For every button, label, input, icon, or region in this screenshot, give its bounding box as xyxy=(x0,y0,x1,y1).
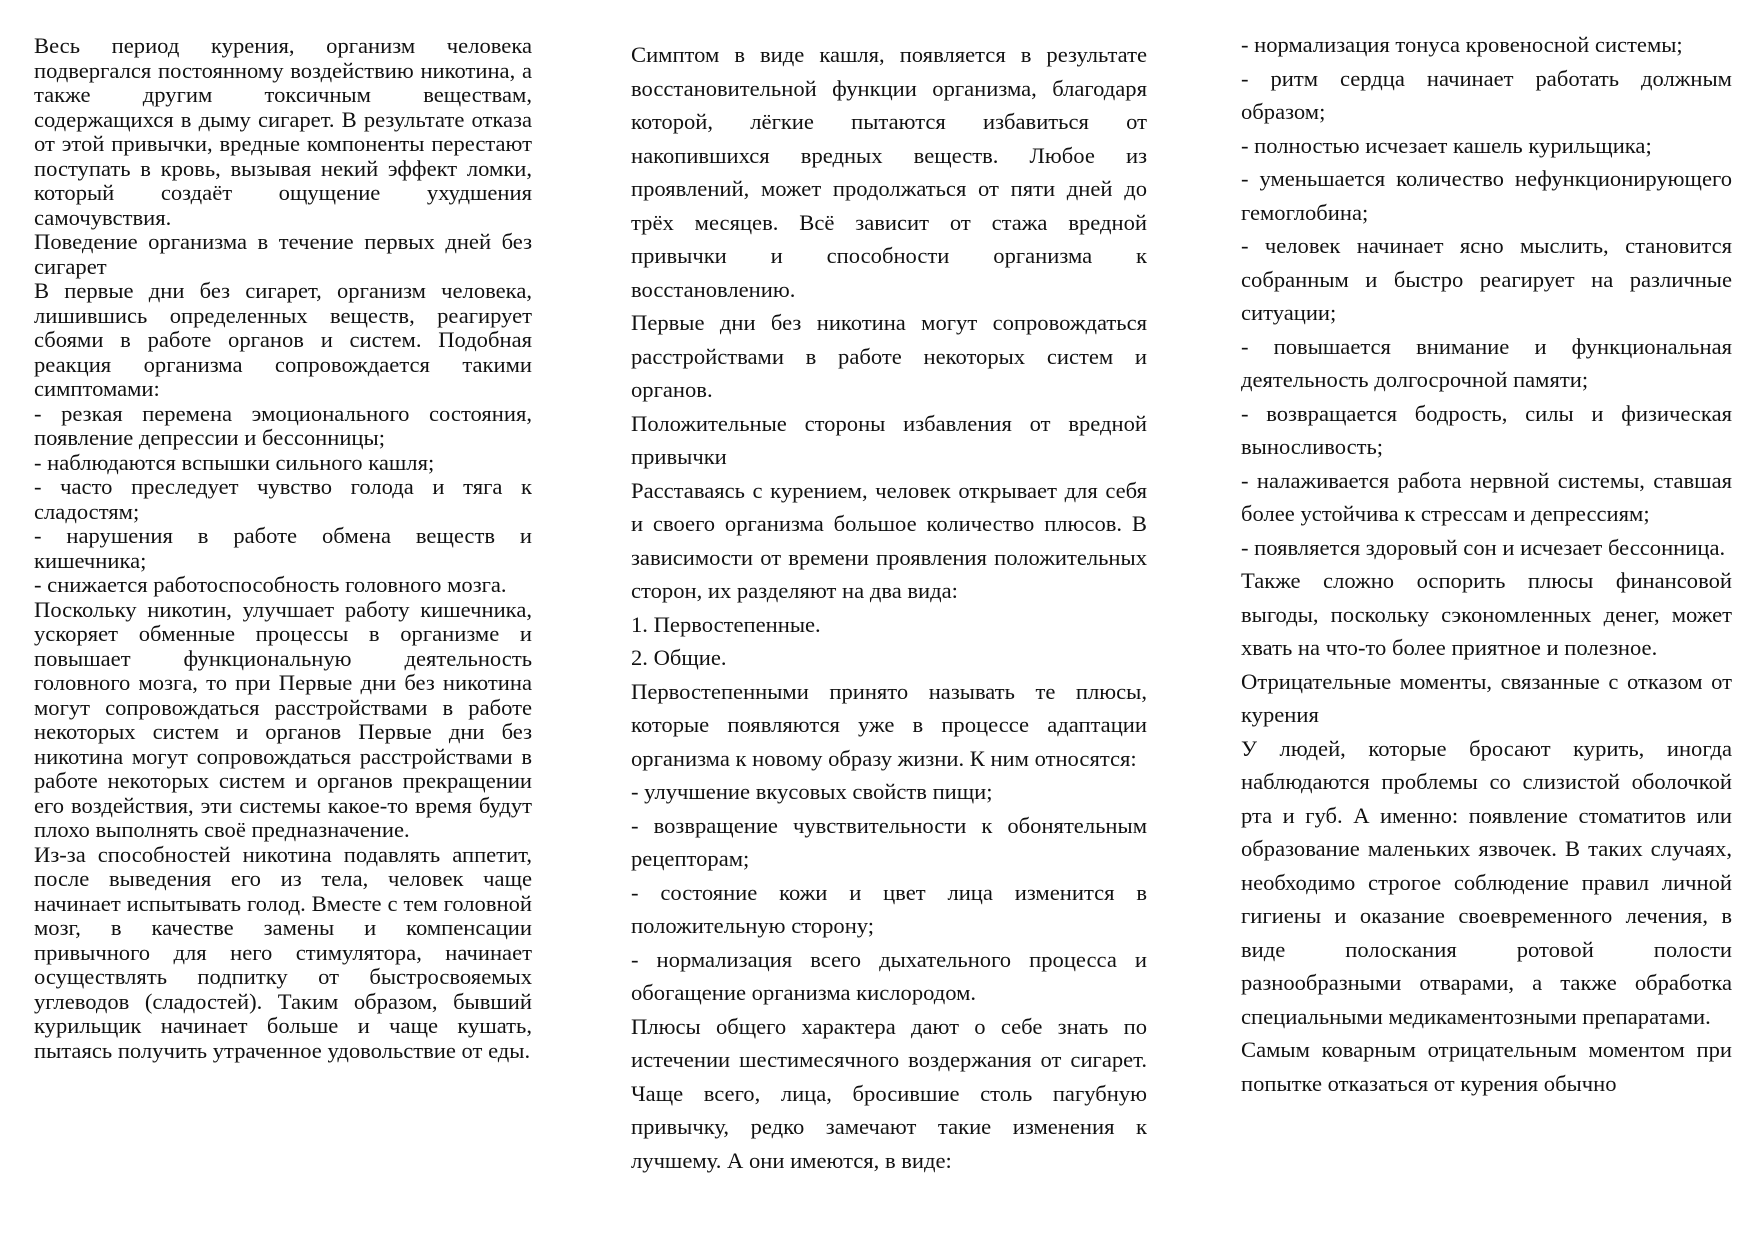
list-item: - уменьшается количество нефункционирующего гемоглобина; xyxy=(1241,166,1732,225)
paragraph: У людей, которые бросают курить, иногда наблюдаются проблемы со слизистой оболочкой рта и губ. А именно: появление стоматитов или образование маленьких язвочек. В таких случаях, необходимо строгое соблюдение правил личной гигиены и оказание своевременного лечения, в виде полоскания ротовой полости разнообразными отварами, а также обработка специальными медикаментозными препаратами. xyxy=(1241,735,1732,1029)
text-column-2 xyxy=(631,38,1147,1177)
section-heading: Отрицательные моменты, связанные с отказом от курения xyxy=(1241,668,1732,727)
paragraph: Весь период курения, организм человека подвергался постоянному воздействию никотина, а также другим токсичным веществам, содержащихся в дыму сигарет. В результате отказа от этой привычки, вредные компоненты перестают поступать в кровь, вызывая некий эффект ломки, который создаёт ощущение ухудшения самочувствия. xyxy=(34,33,532,230)
list-item: - возвращается бодрость, силы и физическая выносливость; xyxy=(1241,400,1732,459)
paragraph: Расставаясь с курением, человек открывает для себя и своего организма большое количество плюсов. В зависимости от времени проявления положительных сторон, их разделяют на два вида: xyxy=(631,477,1147,603)
section-heading: Поведение организма в течение первых дней без сигарет xyxy=(34,229,532,279)
list-item: 1. Первостепенные. xyxy=(631,611,821,637)
paragraph: Из-за способностей никотина подавлять аппетит, после выведения его из тела, человек чаще начинает испытывать голод. Вместе с тем головной мозг, в качестве замены и компенсации привычного для него стимулятора, начинает осуществлять подпитку от быстросвояемых углеводов (сладостей). Таким образом, бывший курильщик начинает больше и чаще кушать, пытаясь получить утраченное удовольствие от еды. xyxy=(34,841,532,1063)
list-item: - улучшение вкусовых свойств пищи; xyxy=(631,779,993,804)
list-item: - возвращение чувствительности к обонятельным рецепторам; xyxy=(631,812,1147,871)
paragraph: Поскольку никотин, улучшает работу кишечника, ускоряет обменные процессы в организме и повышает функциональную деятельность головного мозга, то при Первые дни без никотина могут сопровождаться расстройствами в работе некоторых систем и органов Первые дни без никотина могут сопровождаться расстройствами в работе некоторых систем и органов прекращении его воздействия, эти системы какое-то время будут плохо выполнять своё предназначение. xyxy=(34,596,532,842)
list-item: - человек начинает ясно мыслить, становится собранным и быстро реагирует на различные ситуации; xyxy=(1241,233,1732,325)
list-item: - повышается внимание и функциональная деятельность долгосрочной памяти; xyxy=(1241,333,1732,392)
list-item: - снижается работоспособность головного мозга. xyxy=(34,572,507,597)
paragraph: Симптом в виде кашля, появляется в результате восстановительной функции организма, благодаря которой, лёгкие пытаются избавиться от накопившихся вредных веществ. Любое из проявлений, может продолжаться от пяти дней до трёх месяцев. Всё зависит от стажа вредной привычки и способности организма к восстановлению. xyxy=(631,42,1147,302)
paragraph: Плюсы общего характера дают о себе знать по истечении шестимесячного воздержания от сигарет. Чаще всего, лица, бросившие столь пагубную привычку, редко замечают такие изменения к лучшему. А они имеются, в виде: xyxy=(631,1013,1147,1173)
list-item: - появляется здоровый сон и исчезает бессонница. xyxy=(1241,534,1726,560)
paragraph: Самым коварным отрицательным моментом при попытке отказаться от курения обычно xyxy=(1241,1037,1732,1096)
list-item: 2. Общие. xyxy=(631,645,727,670)
paragraph: Первостепенными принято называть те плюсы, которые появляются уже в процессе адаптации организма к новому образу жизни. К ним относятся: xyxy=(631,678,1147,771)
list-item: - нормализация всего дыхательного процесса и обогащение организма кислородом. xyxy=(631,946,1147,1005)
text-column-3 xyxy=(1241,28,1732,1100)
section-heading: Положительные стороны избавления от вредной привычки xyxy=(631,410,1147,469)
text-column-1 xyxy=(34,34,532,1063)
paragraph: Первые дни без никотина могут сопровождаться расстройствами в работе некоторых систем и органов. xyxy=(631,310,1147,402)
list-item: - нормализация тонуса кровеносной системы; xyxy=(1241,32,1683,57)
list-item: - нарушения в работе обмена веществ и кишечника; xyxy=(34,523,532,573)
list-item: - ритм сердца начинает работать должным образом; xyxy=(1241,65,1732,124)
list-item: - резкая перемена эмоционального состояния, появление депрессии и бессонницы; xyxy=(34,400,532,450)
paragraph: В первые дни без сигарет, организм человека, лишившись определенных веществ, реагирует сбоями в работе органов и систем. Подобная реакция организма сопровождается такими симптомами: xyxy=(34,278,532,401)
list-item: - налаживается работа нервной системы, ставшая более устойчива к стрессам и депрессиям; xyxy=(1241,467,1732,526)
list-item: - часто преследует чувство голода и тяга к сладостям; xyxy=(34,474,532,524)
paragraph: Также сложно оспорить плюсы финансовой выгоды, поскольку сэкономленных денег, может хвать на что-то более приятное и полезное. xyxy=(1241,568,1732,660)
list-item: - состояние кожи и цвет лица изменится в положительную сторону; xyxy=(631,879,1147,938)
list-item: - наблюдаются вспышки сильного кашля; xyxy=(34,449,435,475)
list-item: - полностью исчезает кашель курильщика; xyxy=(1241,132,1652,158)
